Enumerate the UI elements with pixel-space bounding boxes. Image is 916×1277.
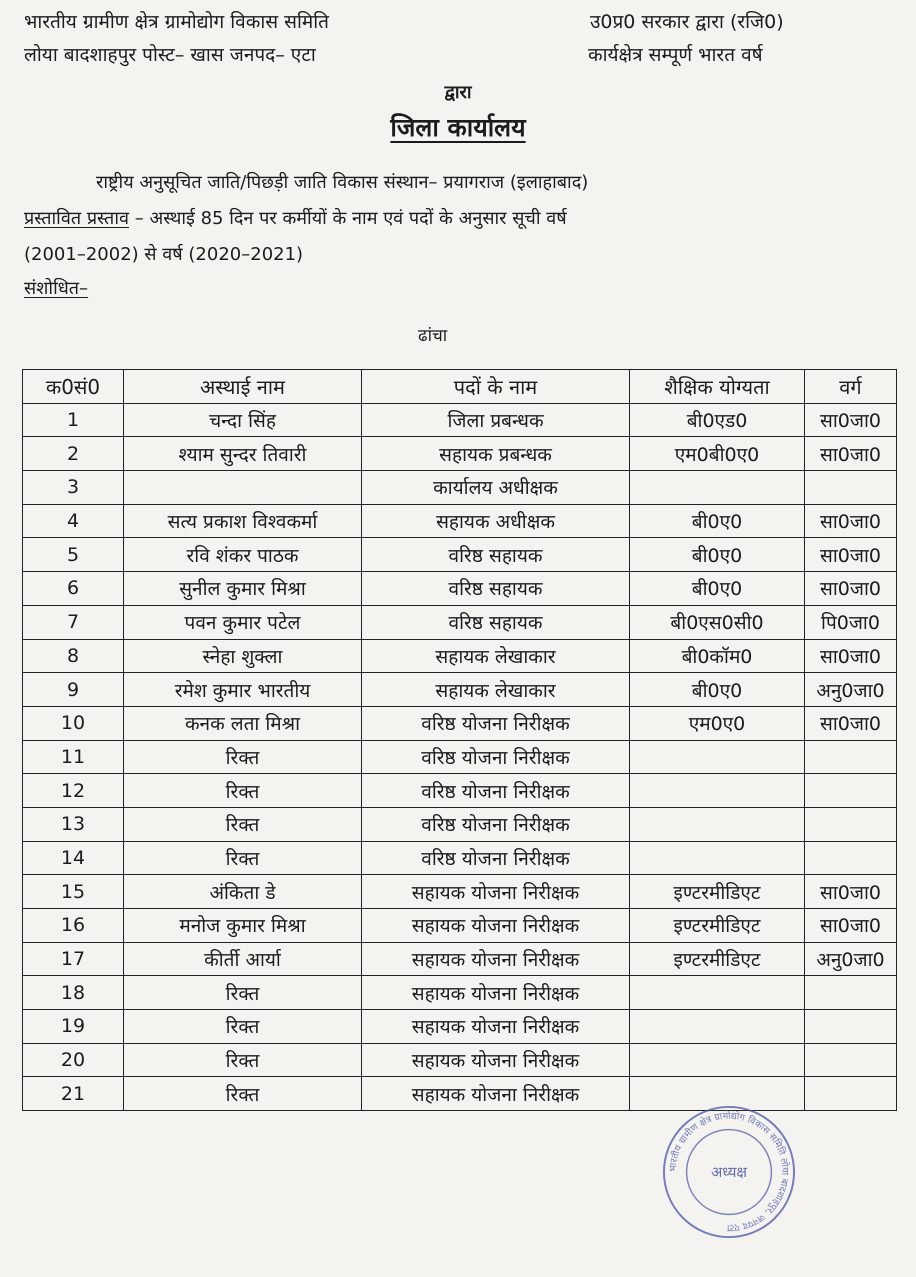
cell-serial: 17 — [23, 942, 124, 976]
structure-label: ढांचा — [418, 326, 448, 346]
cell-qualification — [630, 1043, 805, 1077]
cell-serial: 7 — [23, 605, 124, 639]
seal-center-text: अध्यक्ष — [711, 1163, 747, 1181]
cell-serial: 8 — [23, 639, 124, 673]
cell-post-name: सहायक प्रबन्धक — [362, 437, 630, 471]
cell-post-name: वरिष्ठ सहायक — [362, 538, 630, 572]
table-row — [23, 605, 897, 639]
cell-qualification — [630, 740, 805, 774]
cell-category — [805, 1010, 897, 1044]
cell-serial: 15 — [23, 875, 124, 909]
table-row — [23, 976, 897, 1010]
table-row — [23, 471, 897, 505]
table-row — [23, 673, 897, 707]
table-row — [23, 504, 897, 538]
cell-post-name: वरिष्ठ योजना निरीक्षक — [362, 841, 630, 875]
cell-temp-name — [124, 471, 362, 505]
cell-serial: 18 — [23, 976, 124, 1010]
cell-serial: 3 — [23, 471, 124, 505]
cell-serial: 14 — [23, 841, 124, 875]
cell-qualification: एम0ए0 — [630, 706, 805, 740]
cell-post-name: सहायक योजना निरीक्षक — [362, 1010, 630, 1044]
cell-serial: 6 — [23, 572, 124, 606]
cell-qualification: इण्टरमीडिएट — [630, 909, 805, 943]
cell-qualification: इण्टरमीडिएट — [630, 875, 805, 909]
table-row — [23, 706, 897, 740]
cell-category: अनु0जा0 — [805, 942, 897, 976]
cell-temp-name: कनक लता मिश्रा — [124, 706, 362, 740]
cell-post-name: वरिष्ठ योजना निरीक्षक — [362, 807, 630, 841]
seal-ring-text: भारतीय ग्रामीण क्षेत्र ग्रामोद्योग विकास समिति लोया बादशाहपुर, जनपद एटा — [667, 1110, 791, 1234]
cell-qualification: बी0ए0 — [630, 673, 805, 707]
cell-serial: 4 — [23, 504, 124, 538]
via-label: द्वारा — [444, 82, 472, 103]
cell-category — [805, 774, 897, 808]
cell-temp-name: रिक्त — [124, 1043, 362, 1077]
header-temp-name: अस्थाई नाम — [124, 370, 362, 404]
cell-qualification: बी0ए0 — [630, 572, 805, 606]
header-serial: क0सं0 — [23, 370, 124, 404]
org-address: लोया बादशाहपुर पोस्ट– खास जनपद– एटा — [24, 44, 316, 66]
cell-category — [805, 740, 897, 774]
table-row — [23, 841, 897, 875]
cell-category: सा0जा0 — [805, 403, 897, 437]
cell-temp-name: सत्य प्रकाश विश्वकर्मा — [124, 504, 362, 538]
cell-qualification: बी0ए0 — [630, 538, 805, 572]
cell-serial: 13 — [23, 807, 124, 841]
header-category: वर्ग — [805, 370, 897, 404]
cell-qualification — [630, 1010, 805, 1044]
cell-temp-name: स्नेहा शुक्ला — [124, 639, 362, 673]
cell-temp-name: सुनील कुमार मिश्रा — [124, 572, 362, 606]
cell-category: अनु0जा0 — [805, 673, 897, 707]
cell-category — [805, 841, 897, 875]
cell-category: सा0जा0 — [805, 706, 897, 740]
cell-category: सा0जा0 — [805, 875, 897, 909]
table-row — [23, 1043, 897, 1077]
proposal-label: प्रस्तावित प्रस्ताव — [24, 208, 129, 229]
cell-qualification: बी0ए0 — [630, 504, 805, 538]
cell-qualification — [630, 841, 805, 875]
table-row — [23, 942, 897, 976]
cell-qualification — [630, 976, 805, 1010]
cell-post-name: सहायक लेखाकार — [362, 673, 630, 707]
cell-post-name: वरिष्ठ योजना निरीक्षक — [362, 706, 630, 740]
cell-temp-name: पवन कुमार पटेल — [124, 605, 362, 639]
cell-qualification: बी0एस0सी0 — [630, 605, 805, 639]
cell-post-name: सहायक योजना निरीक्षक — [362, 875, 630, 909]
table-row — [23, 437, 897, 471]
cell-temp-name: रमेश कुमार भारतीय — [124, 673, 362, 707]
cell-qualification — [630, 471, 805, 505]
table-row — [23, 807, 897, 841]
cell-category — [805, 807, 897, 841]
cell-post-name: सहायक योजना निरीक्षक — [362, 942, 630, 976]
table-row — [23, 909, 897, 943]
header-post-name: पदों के नाम — [362, 370, 630, 404]
cell-temp-name: रिक्त — [124, 807, 362, 841]
cell-category — [805, 1043, 897, 1077]
table-row — [23, 538, 897, 572]
cell-serial: 10 — [23, 706, 124, 740]
cell-temp-name: मनोज कुमार मिश्रा — [124, 909, 362, 943]
cell-temp-name: रिक्त — [124, 1010, 362, 1044]
cell-post-name: सहायक योजना निरीक्षक — [362, 909, 630, 943]
table-row — [23, 774, 897, 808]
cell-category: सा0जा0 — [805, 639, 897, 673]
cell-category — [805, 1077, 897, 1111]
cell-temp-name: रिक्त — [124, 841, 362, 875]
amended-label: संशोधित– — [24, 278, 89, 299]
cell-category — [805, 976, 897, 1010]
cell-temp-name: रिक्त — [124, 740, 362, 774]
cell-post-name: सहायक लेखाकार — [362, 639, 630, 673]
cell-temp-name: रिक्त — [124, 774, 362, 808]
year-range: (2001–2002) से वर्ष (2020–2021) — [24, 244, 304, 265]
cell-post-name: वरिष्ठ योजना निरीक्षक — [362, 774, 630, 808]
proposal-text: – अस्थाई 85 दिन पर कर्मीयों के नाम एवं पदों के अनुसार सूची वर्ष — [134, 208, 567, 229]
cell-serial: 20 — [23, 1043, 124, 1077]
table-row — [23, 740, 897, 774]
cell-category: सा0जा0 — [805, 909, 897, 943]
cell-post-name: कार्यालय अधीक्षक — [362, 471, 630, 505]
cell-category: सा0जा0 — [805, 572, 897, 606]
org-name: भारतीय ग्रामीण क्षेत्र ग्रामोद्योग विकास समिति — [24, 11, 330, 33]
table-row — [23, 639, 897, 673]
cell-qualification — [630, 774, 805, 808]
table-body — [23, 403, 897, 1110]
cell-serial: 11 — [23, 740, 124, 774]
cell-qualification: इण्टरमीडिएट — [630, 942, 805, 976]
cell-qualification: एम0बी0ए0 — [630, 437, 805, 471]
cell-serial: 1 — [23, 403, 124, 437]
cell-post-name: सहायक योजना निरीक्षक — [362, 1043, 630, 1077]
cell-temp-name: रिक्त — [124, 1077, 362, 1111]
institute-line: राष्ट्रीय अनुसूचित जाति/पिछड़ी जाति विकास संस्थान– प्रयागराज (इलाहाबाद) — [96, 172, 589, 193]
cell-post-name: वरिष्ठ सहायक — [362, 572, 630, 606]
table-row — [23, 1010, 897, 1044]
registration-text: उ0प्र0 सरकार द्वारा (रजि0) — [590, 11, 784, 33]
cell-serial: 16 — [23, 909, 124, 943]
table-row — [23, 875, 897, 909]
cell-qualification: बी0कॉम0 — [630, 639, 805, 673]
cell-serial: 5 — [23, 538, 124, 572]
cell-serial: 2 — [23, 437, 124, 471]
cell-qualification: बी0एड0 — [630, 403, 805, 437]
cell-temp-name: श्याम सुन्दर तिवारी — [124, 437, 362, 471]
cell-category: सा0जा0 — [805, 504, 897, 538]
work-area-text: कार्यक्षेत्र सम्पूर्ण भारत वर्ष — [588, 44, 763, 66]
cell-category: पि0जा0 — [805, 605, 897, 639]
cell-category: सा0जा0 — [805, 538, 897, 572]
cell-serial: 9 — [23, 673, 124, 707]
cell-post-name: वरिष्ठ सहायक — [362, 605, 630, 639]
cell-category: सा0जा0 — [805, 437, 897, 471]
proposal-line — [24, 206, 567, 230]
office-title: जिला कार्यालय — [390, 113, 526, 142]
cell-post-name: वरिष्ठ योजना निरीक्षक — [362, 740, 630, 774]
header-qualification: शैक्षिक योग्यता — [630, 370, 805, 404]
table-row — [23, 572, 897, 606]
table-row — [23, 403, 897, 437]
cell-serial: 12 — [23, 774, 124, 808]
cell-qualification — [630, 807, 805, 841]
cell-post-name: सहायक योजना निरीक्षक — [362, 1077, 630, 1111]
cell-temp-name: चन्दा सिंह — [124, 403, 362, 437]
staff-table — [22, 369, 897, 1111]
cell-temp-name: रवि शंकर पाठक — [124, 538, 362, 572]
cell-temp-name: रिक्त — [124, 976, 362, 1010]
cell-temp-name: कीर्ती आर्या — [124, 942, 362, 976]
cell-temp-name: अंकिता डे — [124, 875, 362, 909]
cell-post-name: सहायक योजना निरीक्षक — [362, 976, 630, 1010]
cell-post-name: सहायक अधीक्षक — [362, 504, 630, 538]
office-seal — [660, 1103, 798, 1241]
cell-category — [805, 471, 897, 505]
table-header-row — [23, 370, 897, 404]
cell-serial: 21 — [23, 1077, 124, 1111]
cell-serial: 19 — [23, 1010, 124, 1044]
cell-post-name: जिला प्रबन्धक — [362, 403, 630, 437]
